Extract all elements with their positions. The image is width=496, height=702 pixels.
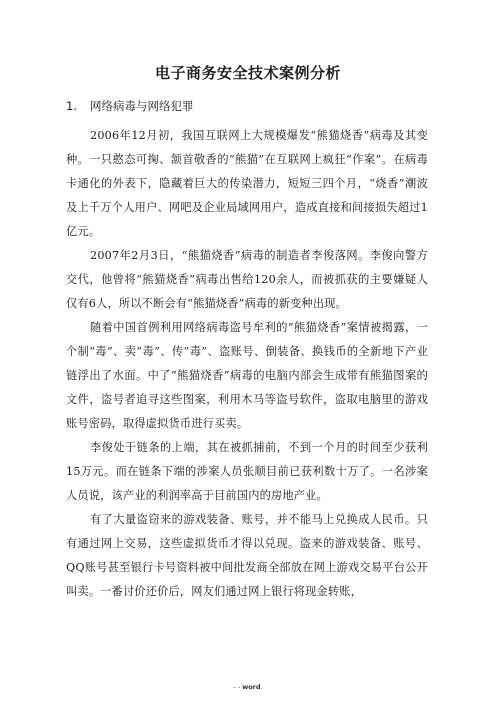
paragraph-2: 2007年2月3日，“熊猫烧香”病毒的制造者李俊落网。李俊向警方交代，他曾将“熊猫烧香”病毒出售给120余人，而被抓获的主要嫌疑人仅有6人，所以不断会有“熊猫烧香”病毒的新变种出现。 — [66, 249, 428, 310]
paragraph-4: 李俊处于链条的上端，其在被抓捕前，不到一个月的时间至少获利15万元。而在链条下端的涉案人员张顺目前已获利数十万了。一名涉案人员说，该产业的利润率高于目前国内的房地产业。 — [66, 441, 428, 502]
footer-brand: word — [242, 683, 261, 691]
document-title: 电子商务安全技术案例分析 — [154, 64, 341, 82]
paragraph-1: 2006年12月初，我国互联网上大规模爆发“熊猫烧香”病毒及其变种。一只憨态可掬、颔首敬香的“熊猫”在互联网上疯狂“作案”。在病毒卡通化的外表下，隐藏着巨大的传染潜力，短短三四个月，“烧香”潮波及上千万个人用户、网吧及企业局域网用户，造成直接和间接损失超过1亿元。 — [66, 129, 428, 238]
footer-suffix: . — [260, 683, 263, 691]
section-heading-text: 网络病毒与网络犯罪 — [90, 99, 194, 113]
footer-prefix: - - — [233, 683, 241, 691]
paragraph-3: 随着中国首例利用网络病毒盗号牟利的“熊猫烧香”案情被揭露，一个制“毒”、卖“毒”、传“毒”、盗账号、倒装备、换钱币的全新地下产业链浮出了水面。中了“熊猫烧香”病毒的电脑内部会生成带有熊猫图案的文件，盗号者追寻这些图案，利用木马等盗号软件，盗取电脑里的游戏账号密码，取得虚拟货币进行买卖。 — [66, 321, 428, 430]
body-text — [66, 124, 428, 604]
page-footer — [0, 683, 496, 691]
section-number: 1. — [66, 99, 77, 113]
section-heading — [66, 98, 194, 114]
paragraph-5: 有了大量盗窃来的游戏装备、账号，并不能马上兑换成人民币。只有通过网上交易，这些虚拟货币才得以兑现。盗来的游戏装备、账号、QQ账号甚至银行卡号资料被中间批发商全部放在网上游戏交易平台公开叫卖。一番讨价还价后，网友们通过网上银行将现金转账， — [66, 513, 428, 598]
